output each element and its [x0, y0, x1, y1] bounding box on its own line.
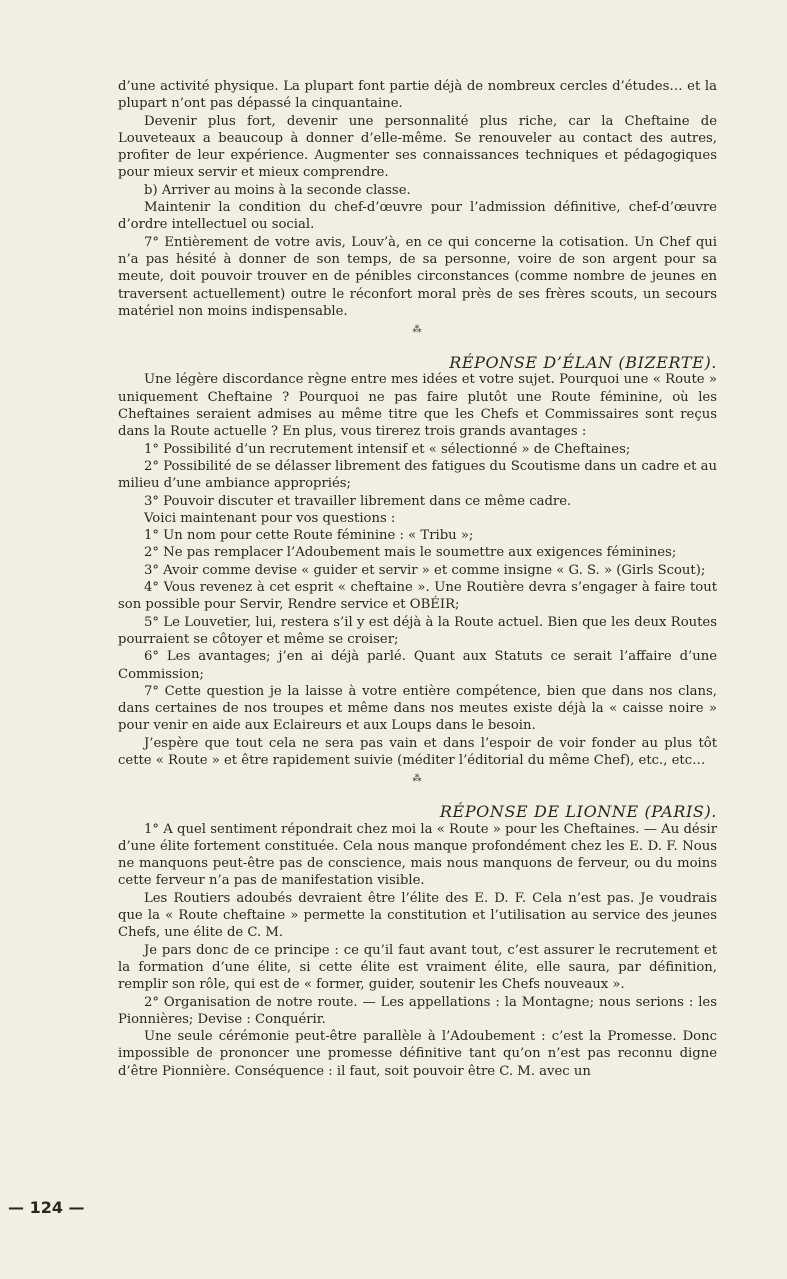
paragraph: d’une activité physique. La plupart font partie déjà de nombreux cercles d’études… et la plupart n’ont pas dépassé la cinquantaine. [118, 79, 717, 112]
paragraph: Les Routiers adoubés devraient être l’élite des E. D. F. Cela n’est pas. Je voudrais que la « Route cheftaine » permette la constitution et l’utilisation au service des jeunes Chefs, une élite de C. M. [118, 890, 717, 941]
paragraph: Devenir plus fort, devenir une personnalité plus riche, car la Cheftaine de Louveteaux a beaucoup à donner d’elle-même. Se renouveler au contact des autres, profiter de leur expérience. Augmenter ses connaissances techniques et pédagogiques pour mieux servir et mieux comprendre. [118, 113, 717, 181]
section-separator: ⁂ [412, 325, 423, 336]
section-title-lionne: RÉPONSE DE LIONNE (PARIS). [439, 802, 717, 822]
paragraph: 5° Le Louvetier, lui, restera s’il y est déjà à la Route actuel. Bien que les deux Routes pourraient se côtoyer et même se croiser; [118, 614, 717, 647]
paragraph: 3° Avoir comme devise « guider et servir » et comme insigne « G. S. » (Girls Scout); [144, 562, 706, 578]
paragraph: 2° Organisation de notre route. — Les appellations : la Montagne; nous serions : les Pionnières; Devise : Conquérir. [118, 994, 717, 1027]
paragraph: Une seule cérémonie peut-être parallèle à l’Adoubement : c’est la Promesse. Donc impossible de prononcer une promesse définitive tant qu’on n’est pas reconnu digne d’être Pionnière. Conséquence : il faut, soit pouvoir être C. M. avec un [118, 1029, 717, 1079]
paragraph: 1° Possibilité d’un recrutement intensif et « sélectionné » de Cheftaines; [144, 441, 631, 457]
section-title-elan: RÉPONSE D’ÉLAN (BIZERTE). [449, 353, 717, 373]
paragraph: 4° Vous revenez à cet esprit « cheftaine ». Une Routière devra s’engager à faire tout son possible pour Servir, Rendre service et OBÉIR; [118, 580, 717, 613]
paragraph: Je pars donc de ce principe : ce qu’il faut avant tout, c’est assurer le recrutement et la formation d’une élite, si cette élite est vraiment élite, elle saura, par définition, remplir son rôle, qui est de « former, guider, soutenir les Chefs nouveaux ». [118, 942, 717, 993]
paragraph: 3° Pouvoir discuter et travailler librement dans ce même cadre. [144, 493, 572, 509]
page-body [118, 78, 717, 1080]
paragraph: 1° A quel sentiment répondrait chez moi la « Route » pour les Cheftaines. — Au désir d’une élite fortement constituée. Cela nous manque profondément chez les E. D. F. Nous ne manquons peut-être pas de conscience, mais nous manquons de ferveur, ou du moins cette ferveur n’a pas de manifestation visible. [118, 821, 717, 889]
paragraph: 2° Ne pas remplacer l’Adoubement mais le soumettre aux exigences féminines; [144, 545, 677, 561]
paragraph: J’espère que tout cela ne sera pas vain et dans l’espoir de voir fonder au plus tôt cette « Route » et être rapidement suivie (méditer l’éditorial du même Chef), etc., etc… [118, 735, 717, 768]
paragraph: Une légère discordance règne entre mes idées et votre sujet. Pourquoi une « Route » uniquement Cheftaine ? Pourquoi ne pas faire plutôt une Route féminine, où les Cheftaines seraient admises au même titre que les Chefs et Commissaires sont reçus dans la Route actuelle ? En plus, vous tirerez trois grands avantages : [118, 372, 717, 440]
paragraph: 7° Cette question je la laisse à votre entière compétence, bien que dans nos clans, dans certaines de nos troupes et même dans nos meutes existe déjà la « caisse noire » pour venir en aide aux Eclaireurs et aux Loups dans le besoin. [118, 683, 717, 734]
paragraph: Voici maintenant pour vos questions : [144, 510, 396, 526]
paragraph: 1° Un nom pour cette Route féminine : « Tribu »; [144, 528, 474, 544]
paragraph: Maintenir la condition du chef-d’œuvre pour l’admission définitive, chef-d’œuvre d’ordre intellectuel ou social. [118, 200, 717, 233]
paragraph: 7° Entièrement de votre avis, Louv’à, en ce qui concerne la cotisation. Un Chef qui n’a pas hésité à donner de son temps, de sa personne, voire de son argent pour sa meute, doit pouvoir trouver en de pénibles circonstances (comme nombre de jeunes en traversent actuellement) outre le réconfort moral près de ses frères scouts, un secours matériel non moins indispensable. [118, 234, 717, 319]
page-number: — 124 — [8, 1198, 85, 1217]
section-separator: ⁂ [412, 774, 423, 785]
paragraph: 6° Les avantages; j’en ai déjà parlé. Quant aux Statuts ce serait l’affaire d’une Commission; [118, 649, 717, 682]
paragraph: b) Arriver au moins à la seconde classe. [144, 182, 411, 198]
paragraph: 2° Possibilité de se délasser librement des fatigues du Scoutisme dans un cadre et au milieu d’une ambiance appropriés; [118, 458, 717, 492]
